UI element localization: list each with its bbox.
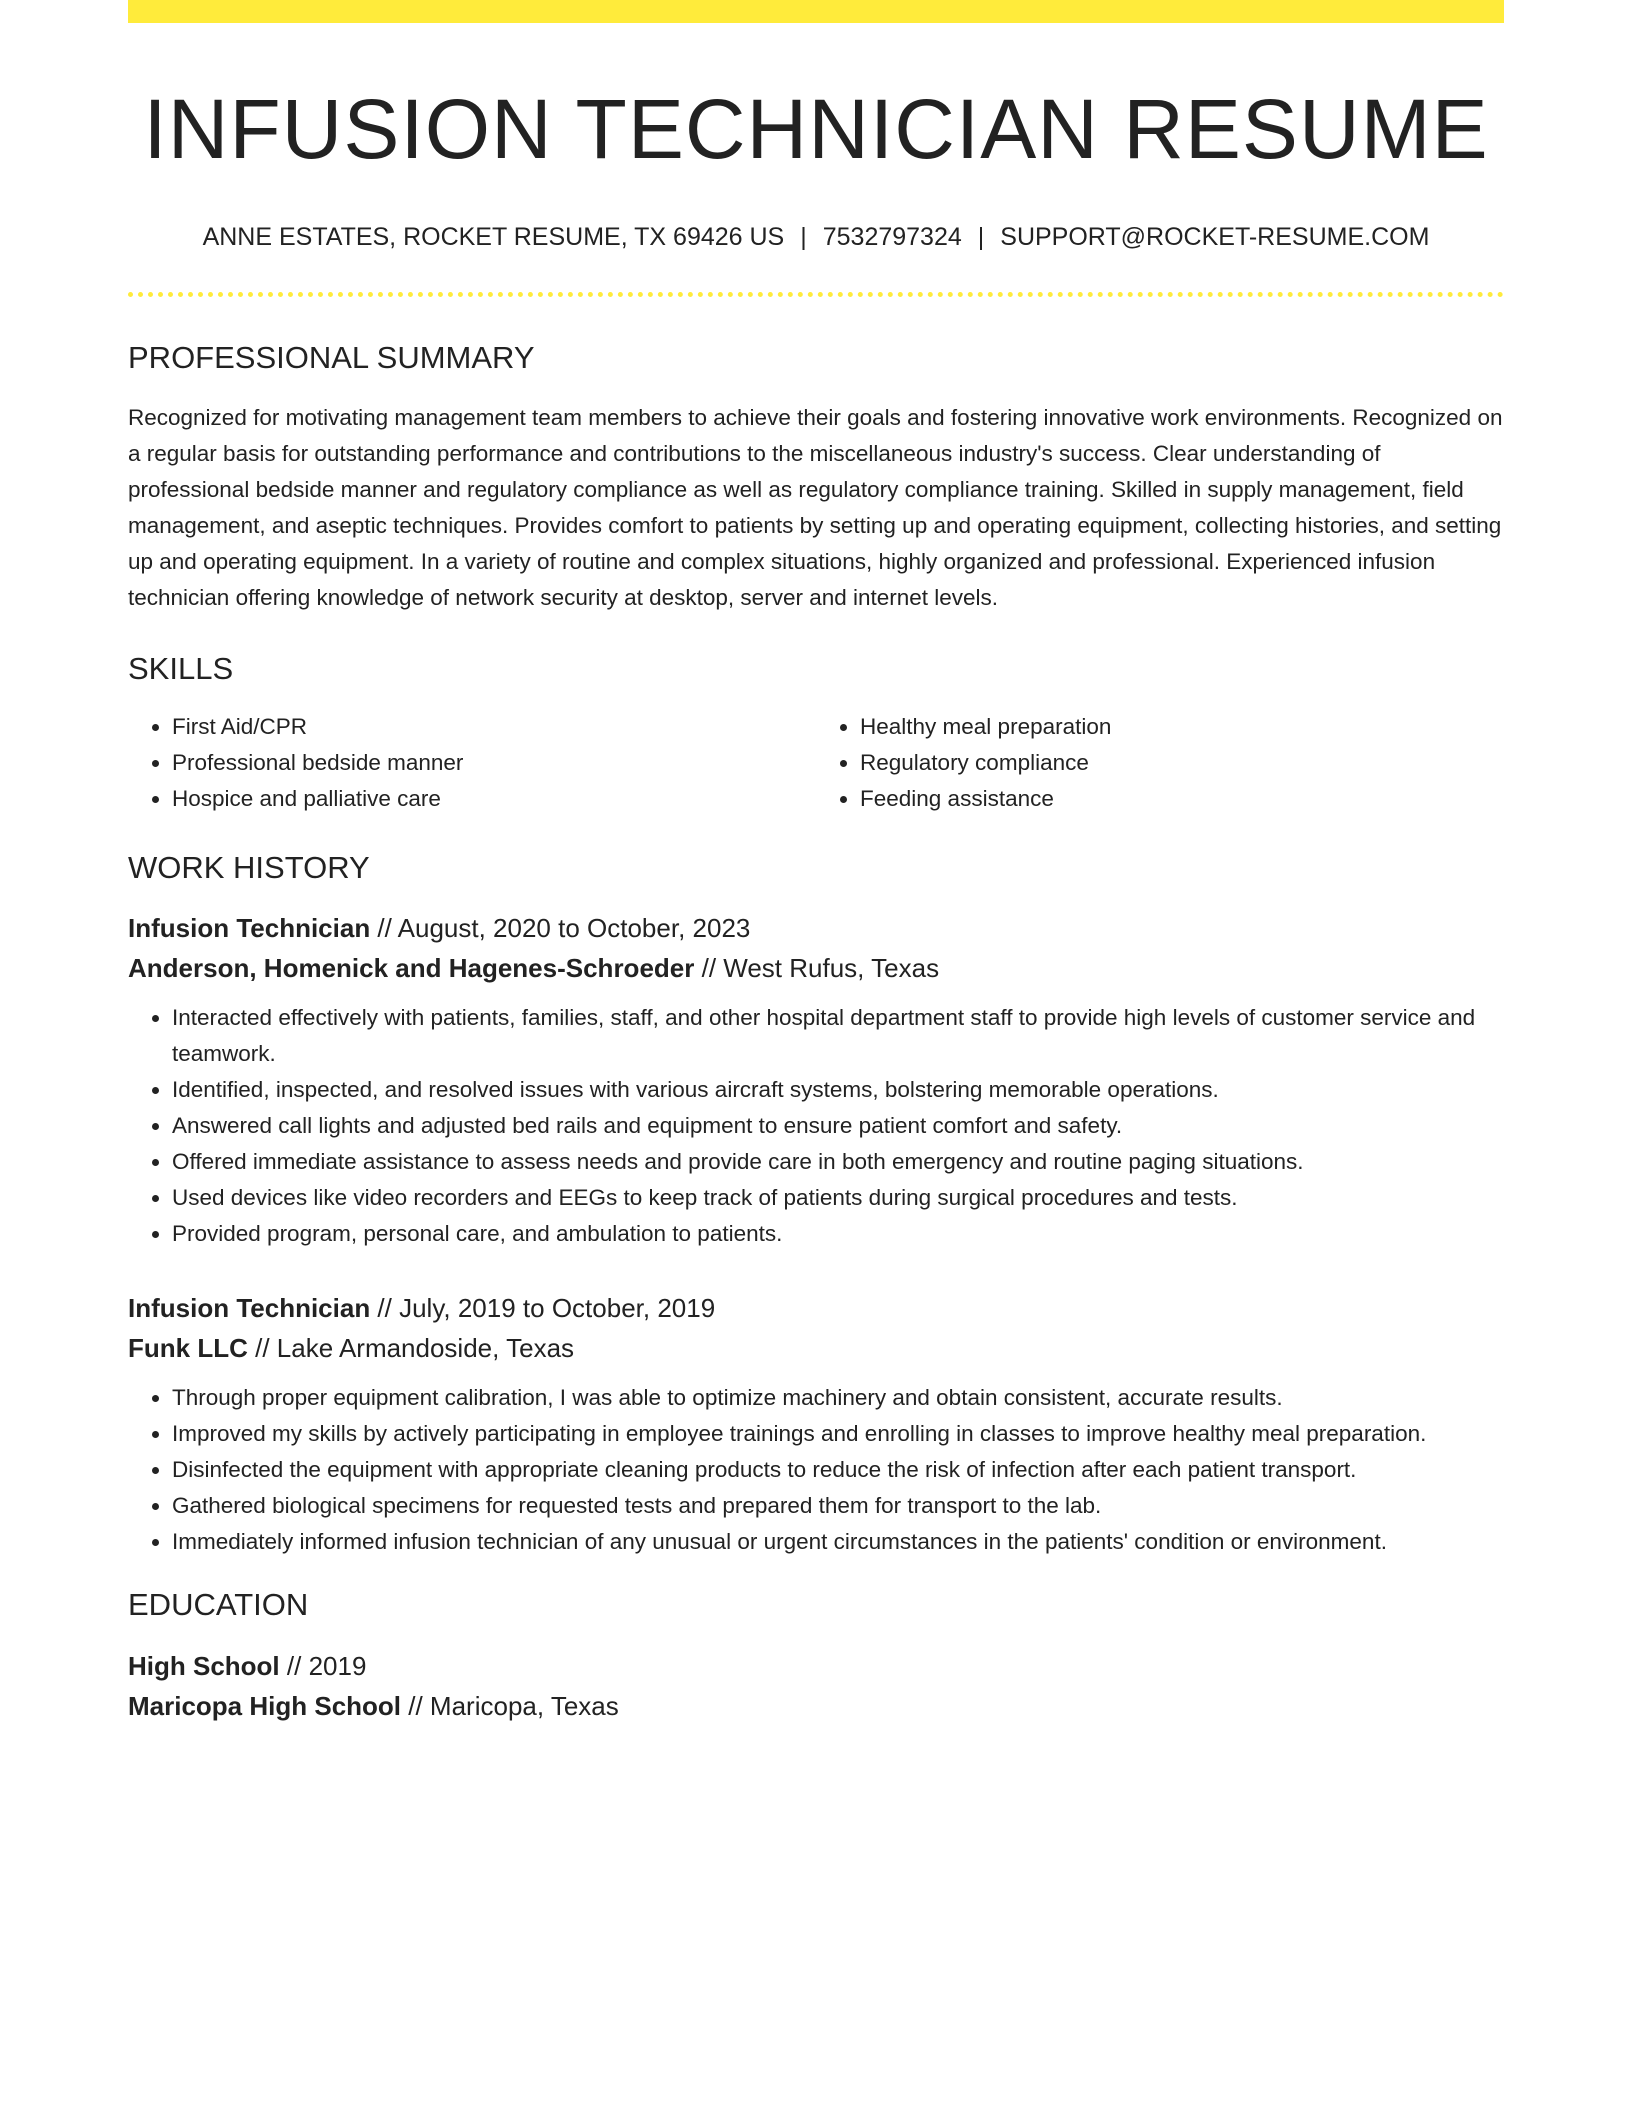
job-company-line (128, 1328, 1504, 1368)
job-bullet: • Improved my skills by actively participating in employee trainings and enrolling in classes to improve healthy meal preparation. (172, 1416, 1504, 1452)
job-location: // Lake Armandoside, Texas (247, 1333, 575, 1364)
skill-item: • Feeding assistance (860, 781, 1504, 817)
job-bullets (128, 1000, 1504, 1252)
job-title-line (128, 908, 1504, 948)
education-entry (128, 1646, 1504, 1726)
resume-page (128, 0, 1504, 1726)
job-bullet: • Provided program, personal care, and ambulation to patients. (172, 1216, 1504, 1252)
contact-phone: 7532797324 (822, 223, 962, 252)
job-entry (128, 908, 1504, 1252)
education-degree-line (128, 1646, 1504, 1686)
contact-address: ANNE ESTATES, ROCKET RESUME, TX 69426 US (202, 223, 785, 252)
education-school-line (128, 1686, 1504, 1726)
education-year: // 2019 (279, 1650, 367, 1681)
job-title-line (128, 1288, 1504, 1328)
job-bullet: • Used devices like video recorders and EEGs to keep track of patients during surgical procedures and tests. (172, 1180, 1504, 1216)
skill-item: • First Aid/CPR (172, 709, 816, 745)
summary-heading: PROFESSIONAL SUMMARY (128, 339, 535, 375)
job-title: Infusion Technician (128, 1293, 371, 1324)
work-history-heading: WORK HISTORY (128, 850, 370, 886)
job-bullet: • Immediately informed infusion technician of any unusual or urgent circumstances in the patients' condition or environment. (172, 1524, 1504, 1560)
job-bullets (128, 1380, 1504, 1560)
education-school: Maricopa High School (128, 1690, 402, 1721)
job-bullet: • Offered immediate assistance to assess needs and provide care in both emergency and routine paging situations. (172, 1144, 1504, 1180)
job-bullet: • Interacted effectively with patients, families, staff, and other hospital department staff to provide high levels of customer service and teamwork. (172, 1000, 1504, 1072)
job-location: // West Rufus, Texas (694, 953, 940, 984)
job-dates: // July, 2019 to October, 2019 (370, 1293, 716, 1324)
job-bullet: • Through proper equipment calibration, I was able to optimize machinery and obtain consistent, accurate results. (172, 1380, 1504, 1416)
summary-text: Recognized for motivating management team members to achieve their goals and fostering innovative work environments. Recognized on a regular basis for outstanding performance and contributions to the miscellaneous industry's success. Clear understanding of professional bedside manner and regulatory compliance as well as regulatory compliance training. Skilled in supply management, field management, and aseptic techniques. Provides comfort to patients by setting up and operating equipment, collecting histories, and setting up and operating equipment. In a variety of routine and complex situations, highly organized and professional. Experienced infusion technician offering knowledge of network security at desktop, server and internet levels. (128, 405, 1503, 611)
skills-heading: SKILLS (128, 651, 234, 687)
contact-separator: | (977, 223, 985, 252)
top-accent-bar (128, 0, 1504, 23)
education-location: // Maricopa, Texas (401, 1690, 619, 1721)
job-company: Anderson, Homenick and Hagenes-Schroeder (128, 953, 695, 984)
job-company-line (128, 948, 1504, 988)
skill-item: • Hospice and palliative care (172, 781, 816, 817)
dotted-divider (128, 292, 1504, 297)
contact-line (128, 221, 1504, 254)
job-title: Infusion Technician (128, 913, 371, 944)
job-company: Funk LLC (128, 1333, 248, 1364)
skill-item: • Professional bedside manner (172, 745, 816, 781)
skills-column-right (816, 709, 1504, 817)
job-dates: // August, 2020 to October, 2023 (370, 913, 751, 944)
resume-title: INFUSION TECHNICIAN RESUME (143, 82, 1489, 176)
job-entry (128, 1288, 1504, 1560)
skill-item: • Healthy meal preparation (860, 709, 1504, 745)
skills-column-left (128, 709, 816, 817)
job-bullet: • Answered call lights and adjusted bed rails and equipment to ensure patient comfort and safety. (172, 1108, 1504, 1144)
job-bullet: • Gathered biological specimens for requested tests and prepared them for transport to the lab. (172, 1488, 1504, 1524)
contact-separator: | (800, 223, 807, 252)
skills-list (128, 709, 1504, 817)
skill-item: • Regulatory compliance (860, 745, 1504, 781)
education-degree: High School (128, 1650, 280, 1681)
education-heading: EDUCATION (128, 1587, 309, 1623)
job-bullet: • Identified, inspected, and resolved issues with various aircraft systems, bolstering memorable operations. (172, 1072, 1504, 1108)
job-bullet: • Disinfected the equipment with appropriate cleaning products to reduce the risk of infection after each patient transport. (172, 1452, 1504, 1488)
contact-email: SUPPORT@ROCKET-RESUME.COM (1000, 223, 1430, 252)
